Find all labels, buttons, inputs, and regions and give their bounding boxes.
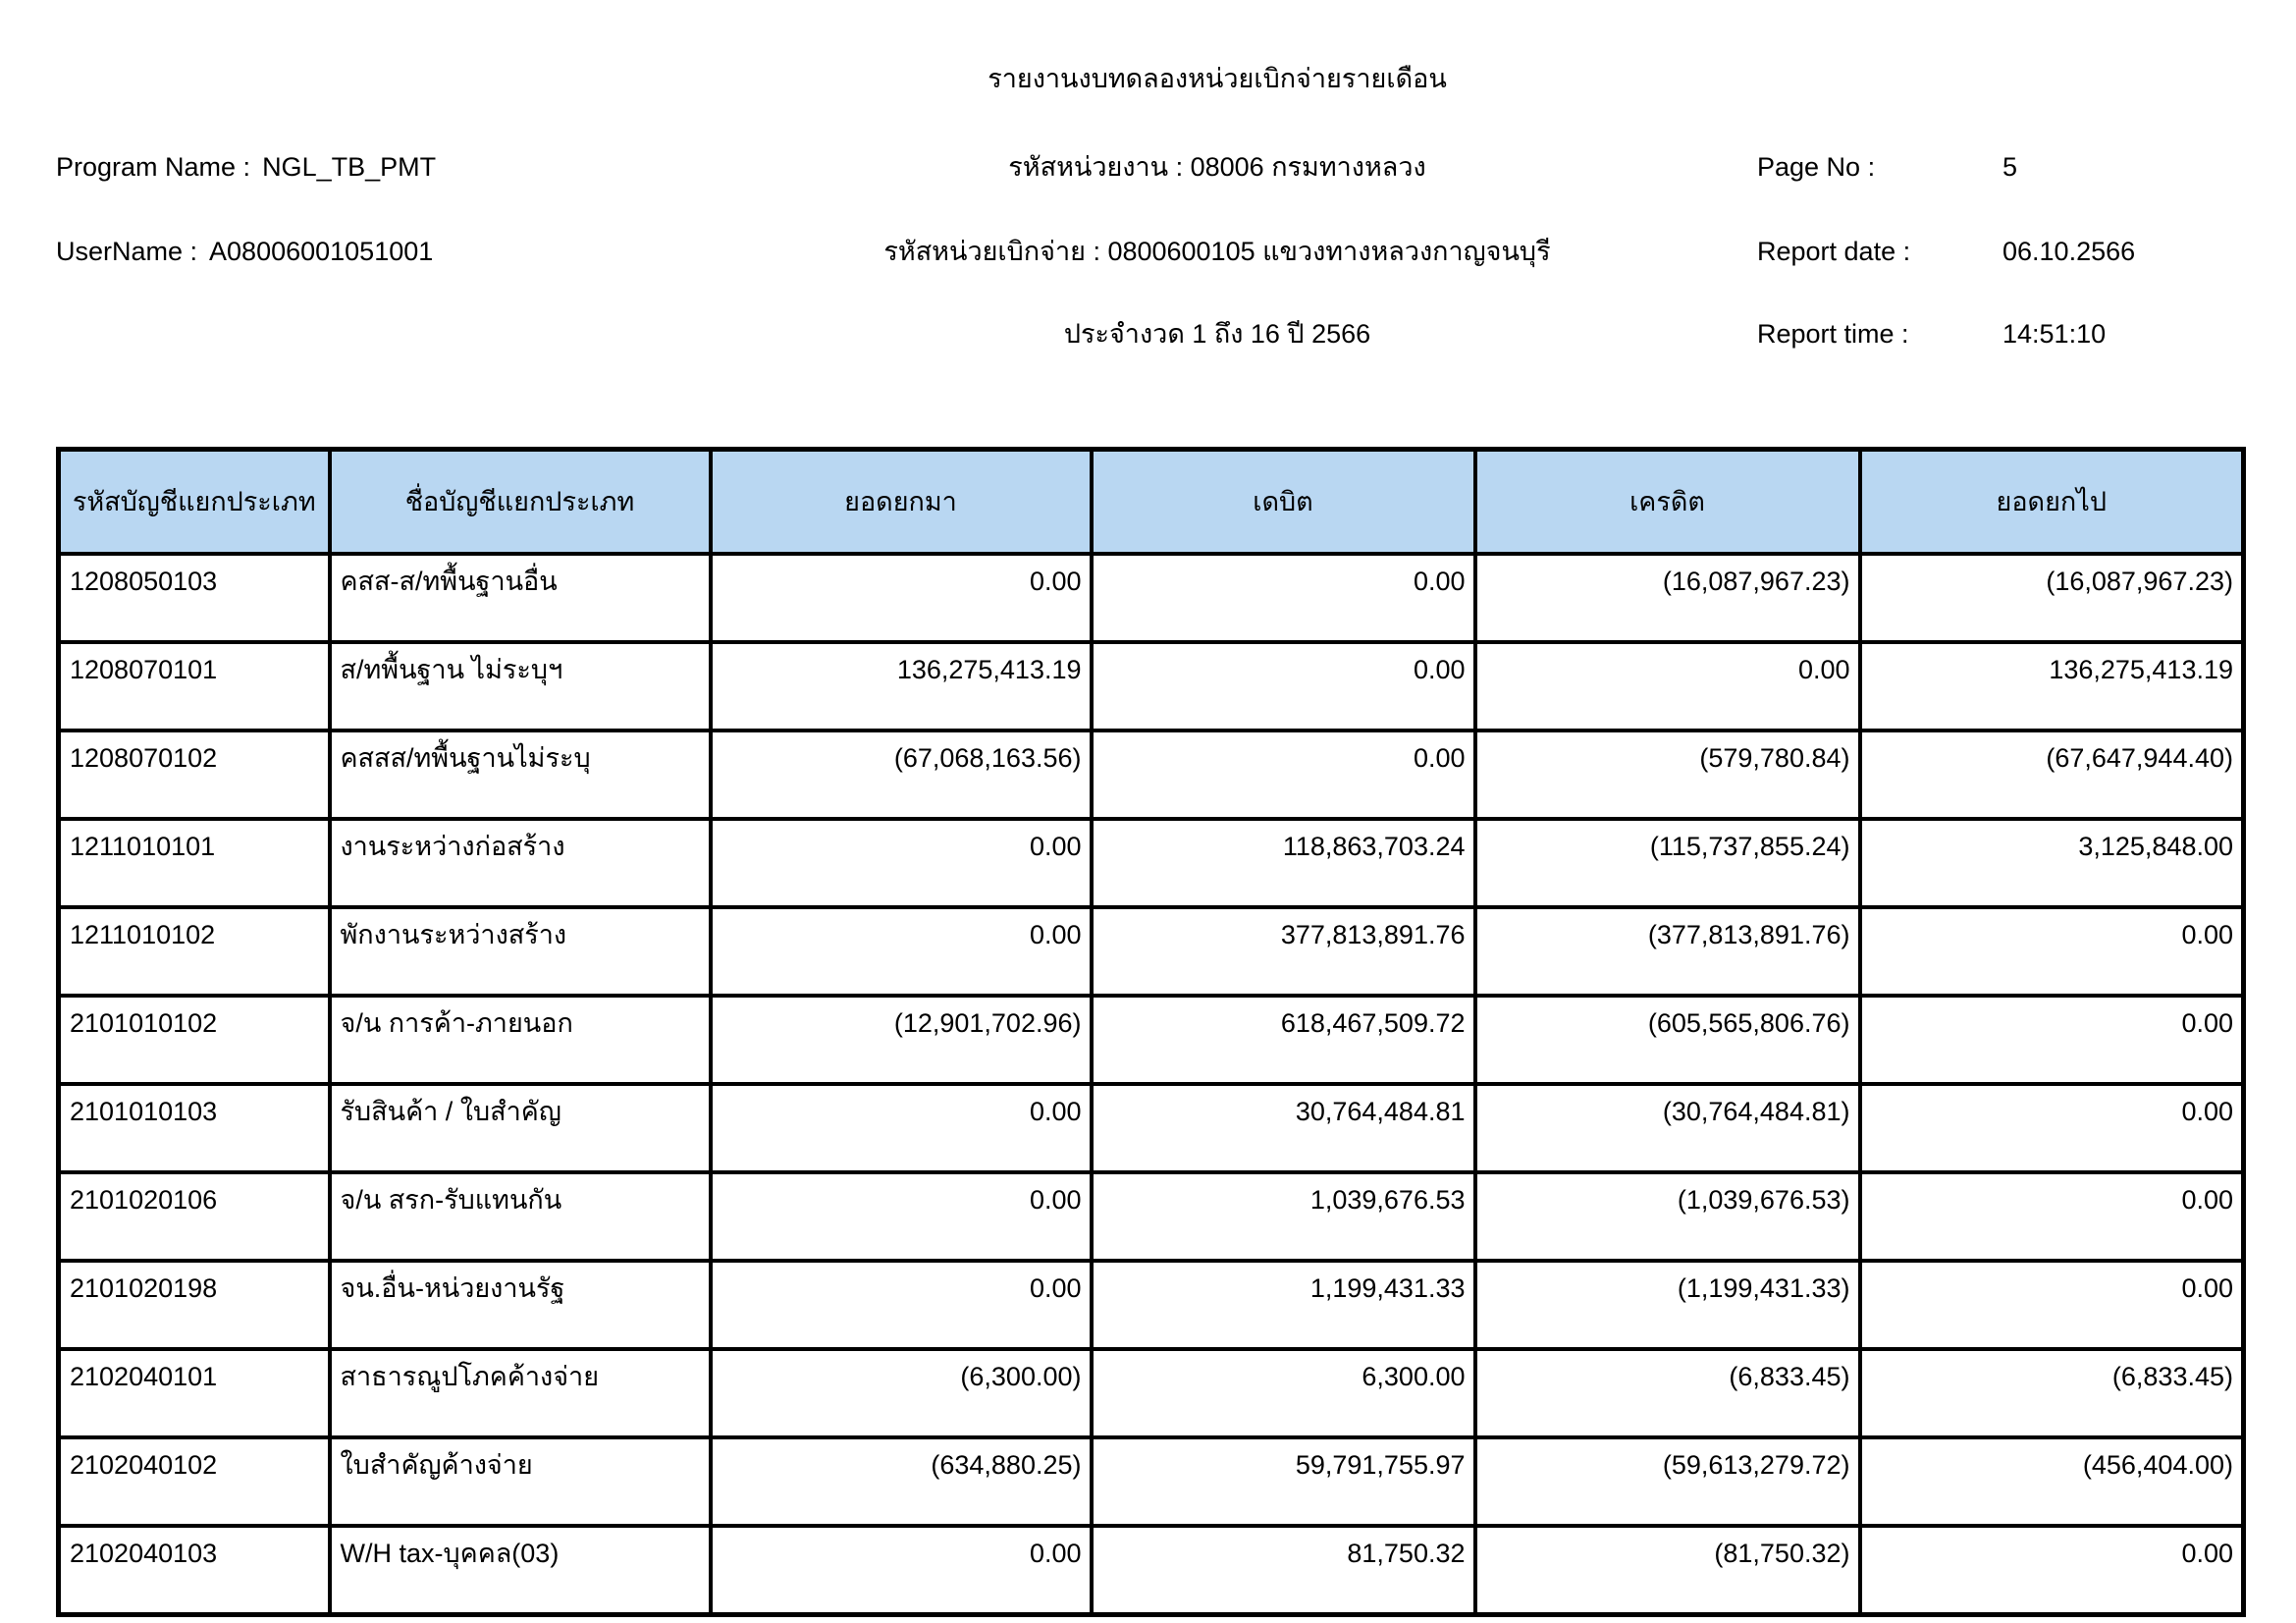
table-row	[59, 1172, 2244, 1261]
column-header-1: ชื่อบัญชีแยกประเภท	[330, 450, 711, 555]
amount-cell: 0.00	[1860, 1261, 2244, 1349]
page-title: รายงานงบทดลองหน่วยเบิกจ่ายรายเดือน	[988, 64, 1447, 93]
account-name-cell: ส/ทพื้นฐาน ไม่ระบุฯ	[330, 642, 711, 730]
program-name-value: NGL_TB_PMT	[262, 152, 437, 182]
agency-code-line: รหัสหน่วยงาน : 08006 กรมทางหลวง	[1008, 152, 1426, 182]
column-header-0: รหัสบัญชีแยกประเภท	[59, 450, 330, 555]
amount-cell: (67,647,944.40)	[1860, 730, 2244, 819]
table-row	[59, 1437, 2244, 1526]
report-time-label: Report time :	[1757, 319, 1909, 349]
amount-cell: 30,764,484.81	[1092, 1084, 1475, 1172]
account-code-cell: 1211010101	[59, 819, 330, 907]
amount-cell: 618,467,509.72	[1092, 996, 1475, 1084]
amount-cell: 136,275,413.19	[711, 642, 1092, 730]
amount-cell: 0.00	[711, 1172, 1092, 1261]
account-name-cell: รับสินค้า / ใบสำคัญ	[330, 1084, 711, 1172]
column-header-5: ยอดยกไป	[1860, 450, 2244, 555]
page-no-value: 5	[2002, 152, 2018, 182]
username-value: A08006001051001	[209, 237, 434, 266]
account-code-cell: 2102040101	[59, 1349, 330, 1437]
amount-cell: 0.00	[711, 819, 1092, 907]
table-row	[59, 996, 2244, 1084]
account-name-cell: จ/น สรก-รับแทนกัน	[330, 1172, 711, 1261]
table-row	[59, 1261, 2244, 1349]
account-code-cell: 1208070102	[59, 730, 330, 819]
username-line	[56, 230, 433, 273]
account-code-cell: 2101020106	[59, 1172, 330, 1261]
program-name-line	[56, 145, 436, 189]
trial-balance-table	[56, 447, 2246, 1617]
amount-cell: 0.00	[1092, 554, 1475, 642]
disbursement-code-line: รหัสหน่วยเบิกจ่าย : 0800600105 แขวงทางหลวงกาญจนบุรี	[883, 237, 1551, 266]
report-time-value: 14:51:10	[2002, 319, 2107, 349]
amount-cell: (1,039,676.53)	[1475, 1172, 1860, 1261]
amount-cell: 81,750.32	[1092, 1526, 1475, 1615]
amount-cell: 118,863,703.24	[1092, 819, 1475, 907]
amount-cell: 0.00	[711, 1084, 1092, 1172]
amount-cell: 136,275,413.19	[1860, 642, 2244, 730]
amount-cell: (605,565,806.76)	[1475, 996, 1860, 1084]
account-name-cell: คสสส/ทพื้นฐานไม่ระบุ	[330, 730, 711, 819]
amount-cell: 0.00	[711, 907, 1092, 996]
username-label: UserName :	[56, 237, 198, 266]
amount-cell: 3,125,848.00	[1860, 819, 2244, 907]
amount-cell: 1,199,431.33	[1092, 1261, 1475, 1349]
table-body	[59, 554, 2244, 1615]
amount-cell: (115,737,855.24)	[1475, 819, 1860, 907]
amount-cell: (6,833.45)	[1475, 1349, 1860, 1437]
amount-cell: (6,300.00)	[711, 1349, 1092, 1437]
account-name-cell: จ/น การค้า-ภายนอก	[330, 996, 711, 1084]
amount-cell: (12,901,702.96)	[711, 996, 1092, 1084]
table-header-row	[59, 450, 2244, 555]
amount-cell: 0.00	[1092, 642, 1475, 730]
account-code-cell: 1208070101	[59, 642, 330, 730]
column-header-4: เครดิต	[1475, 450, 1860, 555]
table-row	[59, 1349, 2244, 1437]
amount-cell: 0.00	[711, 554, 1092, 642]
amount-cell: 6,300.00	[1092, 1349, 1475, 1437]
amount-cell: 377,813,891.76	[1092, 907, 1475, 996]
amount-cell: 1,039,676.53	[1092, 1172, 1475, 1261]
period-line: ประจำงวด 1 ถึง 16 ปี 2566	[1063, 319, 1371, 349]
amount-cell: (67,068,163.56)	[711, 730, 1092, 819]
amount-cell: (59,613,279.72)	[1475, 1437, 1860, 1526]
amount-cell: (6,833.45)	[1860, 1349, 2244, 1437]
amount-cell: (579,780.84)	[1475, 730, 1860, 819]
account-code-cell: 2102040103	[59, 1526, 330, 1615]
account-code-cell: 1211010102	[59, 907, 330, 996]
account-code-cell: 2101020198	[59, 1261, 330, 1349]
amount-cell: 0.00	[711, 1261, 1092, 1349]
account-name-cell: งานระหว่างก่อสร้าง	[330, 819, 711, 907]
amount-cell: 59,791,755.97	[1092, 1437, 1475, 1526]
amount-cell: (1,199,431.33)	[1475, 1261, 1860, 1349]
table-row	[59, 554, 2244, 642]
column-header-3: เดบิต	[1092, 450, 1475, 555]
trial-balance-grid	[56, 447, 2246, 1617]
account-code-cell: 2102040102	[59, 1437, 330, 1526]
amount-cell: 0.00	[711, 1526, 1092, 1615]
account-code-cell: 1208050103	[59, 554, 330, 642]
table-row	[59, 819, 2244, 907]
amount-cell: 0.00	[1860, 996, 2244, 1084]
amount-cell: 0.00	[1475, 642, 1860, 730]
amount-cell: (634,880.25)	[711, 1437, 1092, 1526]
report-date-value: 06.10.2566	[2002, 237, 2136, 266]
column-header-2: ยอดยกมา	[711, 450, 1092, 555]
amount-cell: 0.00	[1860, 1172, 2244, 1261]
amount-cell: (30,764,484.81)	[1475, 1084, 1860, 1172]
table-row	[59, 1526, 2244, 1615]
amount-cell: (81,750.32)	[1475, 1526, 1860, 1615]
account-name-cell: พักงานระหว่างสร้าง	[330, 907, 711, 996]
account-name-cell: W/H tax-บุคคล(03)	[330, 1526, 711, 1615]
account-name-cell: สาธารณูปโภคค้างจ่าย	[330, 1349, 711, 1437]
account-name-cell: จน.อื่น-หน่วยงานรัฐ	[330, 1261, 711, 1349]
amount-cell: (456,404.00)	[1860, 1437, 2244, 1526]
table-row	[59, 642, 2244, 730]
table-row	[59, 730, 2244, 819]
page-no-label: Page No :	[1757, 152, 1876, 182]
account-code-cell: 2101010103	[59, 1084, 330, 1172]
account-name-cell: คสส-ส/ทพื้นฐานอื่น	[330, 554, 711, 642]
program-name-label: Program Name :	[56, 152, 251, 182]
amount-cell: 0.00	[1860, 1526, 2244, 1615]
report-date-label: Report date :	[1757, 237, 1911, 266]
amount-cell: (16,087,967.23)	[1475, 554, 1860, 642]
account-name-cell: ใบสำคัญค้างจ่าย	[330, 1437, 711, 1526]
account-code-cell: 2101010102	[59, 996, 330, 1084]
table-row	[59, 1084, 2244, 1172]
amount-cell: 0.00	[1860, 907, 2244, 996]
table-row	[59, 907, 2244, 996]
amount-cell: 0.00	[1860, 1084, 2244, 1172]
amount-cell: (16,087,967.23)	[1860, 554, 2244, 642]
amount-cell: (377,813,891.76)	[1475, 907, 1860, 996]
amount-cell: 0.00	[1092, 730, 1475, 819]
